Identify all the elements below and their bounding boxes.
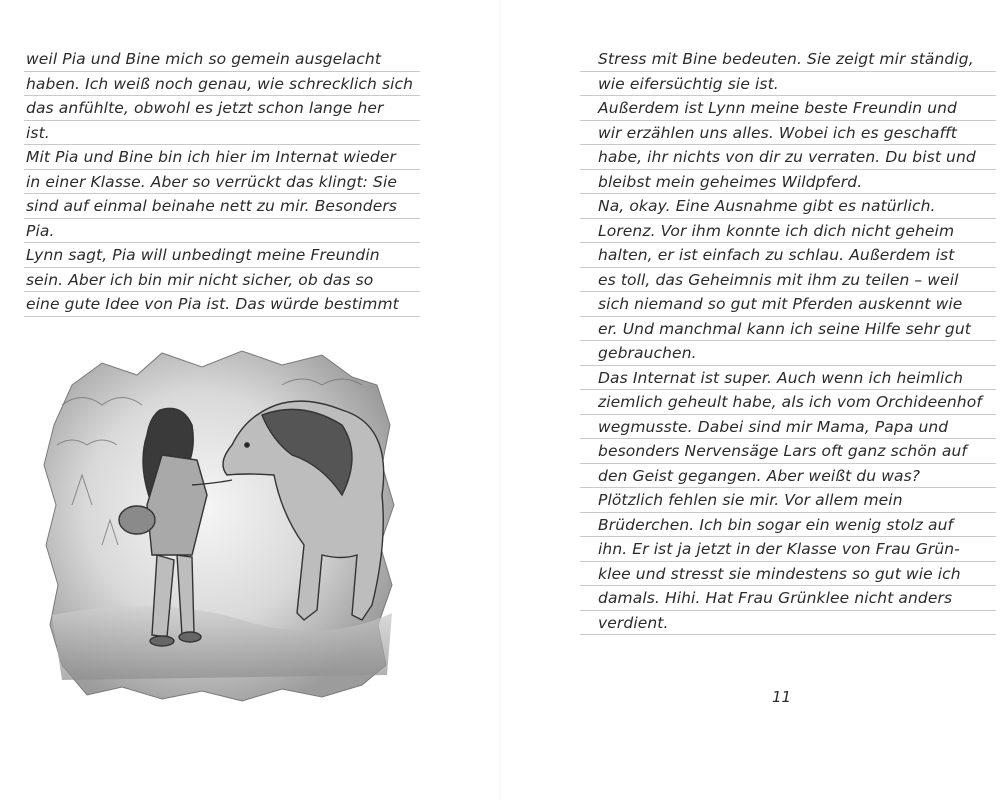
right-ruled-text <box>580 47 996 635</box>
text-line: wir erzählen uns alles. Wobei ich es geschafft <box>580 121 996 146</box>
text-line: den Geist gegangen. Aber weißt du was? <box>580 464 996 489</box>
girl-and-pony-illustration <box>42 345 402 705</box>
text-line: sich niemand so gut mit Pferden auskennt wie <box>580 292 996 317</box>
text-line: in einer Klasse. Aber so verrückt das klingt: Sie <box>24 170 420 195</box>
text-line: verdient. <box>580 611 996 636</box>
text-line: gebrauchen. <box>580 341 996 366</box>
text-line: eine gute Idee von Pia ist. Das würde bestimmt <box>24 292 420 317</box>
text-line: Lynn sagt, Pia will unbedingt meine Freundin <box>24 243 420 268</box>
text-line: ist. <box>24 121 420 146</box>
text-line: Brüderchen. Ich bin sogar ein wenig stolz auf <box>580 513 996 538</box>
text-line: Lorenz. Vor ihm konnte ich dich nicht geheim <box>580 219 996 244</box>
text-line: Na, okay. Eine Ausnahme gibt es natürlich. <box>580 194 996 219</box>
text-line: wegmusste. Dabei sind mir Mama, Papa und <box>580 415 996 440</box>
text-line: klee und stresst sie mindestens so gut wie ich <box>580 562 996 587</box>
text-line: Pia. <box>24 219 420 244</box>
text-line: Plötzlich fehlen sie mir. Vor allem mein <box>580 488 996 513</box>
text-line: halten, er ist einfach zu schlau. Außerdem ist <box>580 243 996 268</box>
text-line: es toll, das Geheimnis mit ihm zu teilen – weil <box>580 268 996 293</box>
text-line: weil Pia und Bine mich so gemein ausgelacht <box>24 47 420 72</box>
right-page <box>500 0 1000 800</box>
text-line: sein. Aber ich bin mir nicht sicher, ob das so <box>24 268 420 293</box>
text-line: er. Und manchmal kann ich seine Hilfe sehr gut <box>580 317 996 342</box>
text-line: haben. Ich weiß noch genau, wie schrecklich sich <box>24 72 420 97</box>
text-line: Mit Pia und Bine bin ich hier im Internat wieder <box>24 145 420 170</box>
left-ruled-text <box>24 47 420 317</box>
text-line: Das Internat ist super. Auch wenn ich heimlich <box>580 366 996 391</box>
text-line: sind auf einmal beinahe nett zu mir. Besonders <box>24 194 420 219</box>
page-number: 11 <box>772 688 792 706</box>
text-line: wie eifersüchtig sie ist. <box>580 72 996 97</box>
text-line: habe, ihr nichts von dir zu verraten. Du bist und <box>580 145 996 170</box>
text-line: besonders Nervensäge Lars oft ganz schön auf <box>580 439 996 464</box>
text-line: ihn. Er ist ja jetzt in der Klasse von Frau Grün- <box>580 537 996 562</box>
text-line: Stress mit Bine bedeuten. Sie zeigt mir ständig, <box>580 47 996 72</box>
text-line: ziemlich geheult habe, als ich vom Orchideenhof <box>580 390 996 415</box>
text-line: bleibst mein geheimes Wildpferd. <box>580 170 996 195</box>
text-line: damals. Hihi. Hat Frau Grünklee nicht anders <box>580 586 996 611</box>
text-line: das anfühlte, obwohl es jetzt schon lange her <box>24 96 420 121</box>
text-line: Außerdem ist Lynn meine beste Freundin und <box>580 96 996 121</box>
